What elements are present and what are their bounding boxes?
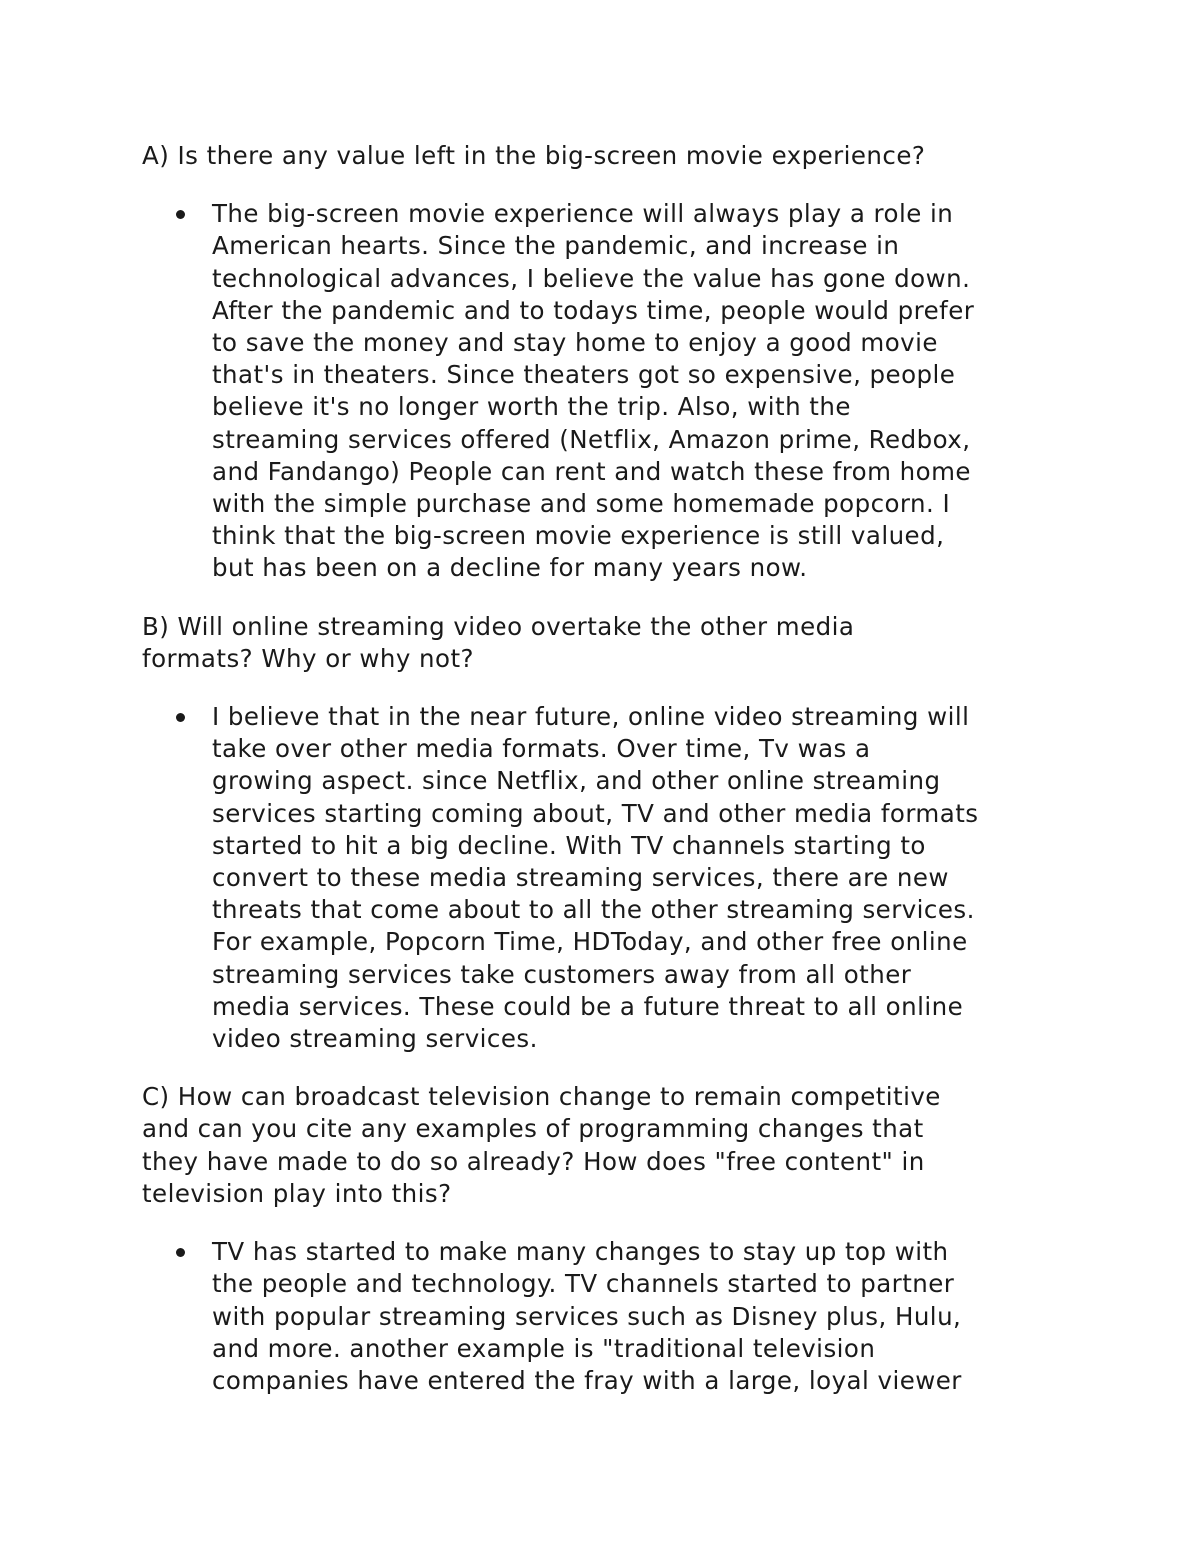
answer-line: take over other media formats. Over time, Tv was a xyxy=(212,734,871,764)
question-line: C) How can broadcast television change to remain competitive xyxy=(142,1082,941,1112)
answer-line: convert to these media streaming services, there are new xyxy=(212,863,949,893)
answer-line: For example, Popcorn Time, HDToday, and other free online xyxy=(212,927,968,957)
answer-line: with popular streaming services such as Disney plus, Hulu, xyxy=(212,1301,962,1331)
question-line: B) Will online streaming video overtake the other media xyxy=(142,611,855,641)
answer-b xyxy=(212,701,1072,1055)
question-a: A) Is there any value left in the big-screen movie experience? xyxy=(142,141,926,170)
answer-line: services starting coming about, TV and other media formats xyxy=(212,798,979,828)
answer-list-b xyxy=(142,701,1072,1055)
answer-line: TV has started to make many changes to stay up top with xyxy=(212,1237,949,1267)
answer-line: that's in theaters. Since theaters got so expensive, people xyxy=(212,360,956,390)
answer-line: video streaming services. xyxy=(212,1024,538,1054)
answer-line: to save the money and stay home to enjoy a good movie xyxy=(212,328,938,358)
answer-line: American hearts. Since the pandemic, and increase in xyxy=(212,231,900,261)
answer-line: threats that come about to all the other streaming services. xyxy=(212,895,975,925)
question-line: formats? Why or why not? xyxy=(142,643,474,673)
question-line: and can you cite any examples of programming changes that xyxy=(142,1114,924,1144)
answer-line: streaming services offered (Netflix, Amazon prime, Redbox, xyxy=(212,424,971,454)
bullet-icon xyxy=(176,1248,185,1257)
answer-line: companies have entered the fray with a large, loyal viewer xyxy=(212,1365,962,1395)
answer-list-c xyxy=(142,1236,1072,1397)
question-b xyxy=(142,611,1072,675)
question-c xyxy=(142,1081,1072,1210)
answer-line: streaming services take customers away from all other xyxy=(212,959,912,989)
answer-line: the people and technology. TV channels started to partner xyxy=(212,1269,955,1299)
answer-list-a xyxy=(142,198,1072,584)
answer-line: I believe that in the near future, online video streaming will xyxy=(212,702,970,732)
question-line: they have made to do so already? How does "free content" in xyxy=(142,1146,925,1176)
answer-line: growing aspect. since Netflix, and other online streaming xyxy=(212,766,941,796)
answer-line: After the pandemic and to todays time, people would prefer xyxy=(212,295,975,325)
answer-line: and more. another example is "traditional television xyxy=(212,1333,876,1363)
answer-line: with the simple purchase and some homemade popcorn. I xyxy=(212,489,951,519)
answer-line: media services. These could be a future threat to all online xyxy=(212,991,964,1021)
bullet-icon xyxy=(176,713,185,722)
answer-line: but has been on a decline for many years now. xyxy=(212,553,808,583)
answer-line: believe it's no longer worth the trip. Also, with the xyxy=(212,392,851,422)
answer-line: The big-screen movie experience will always play a role in xyxy=(212,199,954,229)
answer-line: technological advances, I believe the value has gone down. xyxy=(212,263,971,293)
question-line: television play into this? xyxy=(142,1178,452,1208)
bullet-icon xyxy=(176,210,185,219)
answer-c xyxy=(212,1236,1072,1397)
answer-line: and Fandango) People can rent and watch these from home xyxy=(212,456,971,486)
answer-a xyxy=(212,198,1072,584)
document-page xyxy=(142,140,1072,1423)
answer-line: think that the big-screen movie experience is still valued, xyxy=(212,521,945,551)
answer-line: started to hit a big decline. With TV channels starting to xyxy=(212,830,926,860)
